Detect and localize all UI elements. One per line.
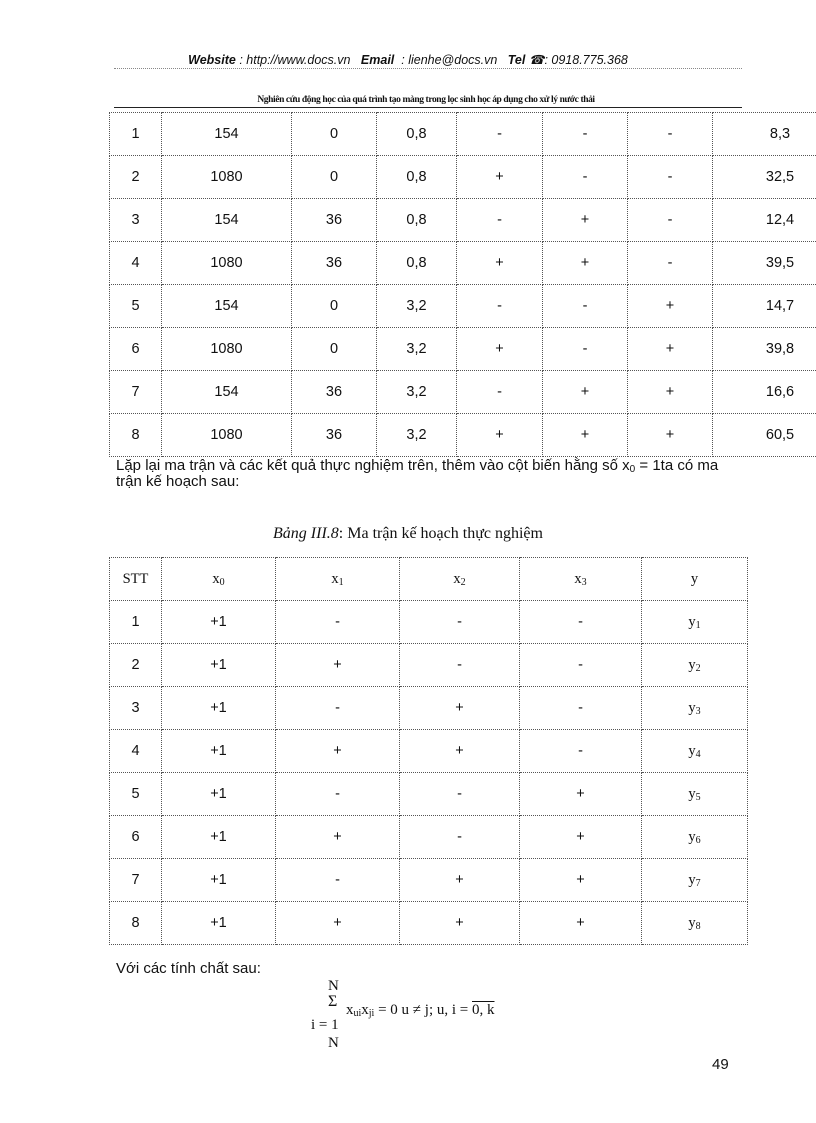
header-divider <box>114 68 742 69</box>
table-cell: 7 <box>110 859 162 902</box>
plan-matrix-table <box>109 557 748 945</box>
y-label: y <box>688 785 696 802</box>
y-label: y <box>688 699 696 716</box>
table-cell: 154 <box>162 285 292 328</box>
column-header-sub: 3 <box>581 576 587 588</box>
table-row <box>110 285 816 328</box>
table-cell: + <box>520 902 642 945</box>
table-cell: + <box>276 902 400 945</box>
column-header-label: x <box>212 570 220 587</box>
table-cell: +1 <box>162 859 276 902</box>
email-label: Email <box>360 53 395 67</box>
table-cell: +1 <box>162 730 276 773</box>
table-cell: - <box>400 773 520 816</box>
email-link[interactable]: lienhe@docs.vn <box>408 53 498 67</box>
column-header <box>400 558 520 601</box>
website-label: Website <box>188 53 236 67</box>
sigma-symbol: Σ <box>328 993 338 1010</box>
column-header-sub: 1 <box>338 576 344 588</box>
y-cell <box>642 859 748 902</box>
table-cell: + <box>276 816 400 859</box>
table-row <box>110 687 748 730</box>
table-cell: +1 <box>162 644 276 687</box>
table-cell: + <box>520 773 642 816</box>
table-cell: - <box>457 371 543 414</box>
table-cell: 3,2 <box>377 371 457 414</box>
table-cell: - <box>457 113 543 156</box>
table-cell: 6 <box>110 328 162 371</box>
page-number: 49 <box>712 1056 729 1073</box>
table-cell: 39,8 <box>713 328 816 371</box>
table-cell: - <box>457 285 543 328</box>
table-cell: + <box>457 242 543 285</box>
y-cell <box>642 644 748 687</box>
column-header <box>110 558 162 601</box>
table-cell: +1 <box>162 601 276 644</box>
caption-text: : Ma trận kế hoạch thực nghiệm <box>338 525 543 542</box>
table-cell: + <box>628 328 713 371</box>
table-cell: 36 <box>292 242 377 285</box>
table-cell: 0,8 <box>377 242 457 285</box>
table-cell: + <box>276 730 400 773</box>
column-header <box>520 558 642 601</box>
table-cell: +1 <box>162 816 276 859</box>
table-cell: - <box>457 199 543 242</box>
formula-upper-limit: N <box>328 978 339 994</box>
paragraph <box>116 458 746 490</box>
table-cell: - <box>276 773 400 816</box>
table-cell: - <box>628 113 713 156</box>
formula-condition: = 0 u ≠ j; u, i = <box>374 1002 472 1018</box>
paragraph-sub: 0 <box>629 464 636 475</box>
table-cell: 2 <box>110 644 162 687</box>
table-cell: 0 <box>292 113 377 156</box>
y-sub: 1 <box>695 619 701 631</box>
table-cell: 3,2 <box>377 328 457 371</box>
table-cell: 3,2 <box>377 414 457 457</box>
experiment-results-table <box>109 112 816 457</box>
table-cell: 8 <box>110 902 162 945</box>
table-cell: + <box>457 414 543 457</box>
table-cell: 8,3 <box>713 113 816 156</box>
table-row <box>110 816 748 859</box>
table-cell: 1080 <box>162 242 292 285</box>
y-sub: 4 <box>695 748 701 760</box>
table-cell: 5 <box>110 285 162 328</box>
y-cell <box>642 730 748 773</box>
table-cell: - <box>520 644 642 687</box>
table-cell: 3 <box>110 199 162 242</box>
table-cell: 39,5 <box>713 242 816 285</box>
table-cell: - <box>520 687 642 730</box>
table-cell: + <box>457 156 543 199</box>
table-row <box>110 730 748 773</box>
table-cell: 60,5 <box>713 414 816 457</box>
column-header <box>162 558 276 601</box>
table-cell: 4 <box>110 730 162 773</box>
table-cell: - <box>628 199 713 242</box>
table-cell: 0,8 <box>377 199 457 242</box>
table-cell: 6 <box>110 816 162 859</box>
column-header-label: x <box>574 570 582 587</box>
paragraph-line2: trận kế hoạch sau: <box>116 473 240 490</box>
table-cell: - <box>543 328 628 371</box>
table-cell: 7 <box>110 371 162 414</box>
table-cell: - <box>543 285 628 328</box>
y-cell <box>642 773 748 816</box>
table-cell: - <box>400 816 520 859</box>
table-cell: - <box>400 644 520 687</box>
tel-label: Tel <box>507 53 526 67</box>
column-header-label: STT <box>122 570 149 587</box>
subtitle-divider <box>114 107 742 108</box>
table-row <box>110 156 816 199</box>
paragraph-line1-end: = 1ta có ma <box>635 457 719 474</box>
caption-label: Bảng III.8 <box>273 525 339 542</box>
table-cell: 1 <box>110 601 162 644</box>
column-header-label: x <box>331 570 339 587</box>
column-header-label: x <box>453 570 461 587</box>
y-label: y <box>688 828 696 845</box>
table-cell: 0 <box>292 285 377 328</box>
properties-intro: Với các tính chất sau: <box>116 960 261 977</box>
table-cell: + <box>400 687 520 730</box>
table-cell: 5 <box>110 773 162 816</box>
table-cell: + <box>543 371 628 414</box>
table-cell: + <box>520 859 642 902</box>
table-cell: +1 <box>162 902 276 945</box>
y-sub: 5 <box>695 791 701 803</box>
table-cell: 36 <box>292 371 377 414</box>
table-cell: + <box>276 644 400 687</box>
table-row <box>110 644 748 687</box>
table-cell: - <box>628 156 713 199</box>
y-cell <box>642 816 748 859</box>
table-cell: 1 <box>110 113 162 156</box>
column-header <box>642 558 748 601</box>
table-cell: 0,8 <box>377 113 457 156</box>
table-cell: 14,7 <box>713 285 816 328</box>
table-cell: 16,6 <box>713 371 816 414</box>
formula-body: $x_{ui}x_{ji} = 0$ u ≠ j; u, i = 0, k <box>346 1002 495 1019</box>
table-cell: - <box>276 859 400 902</box>
table-cell: 3,2 <box>377 285 457 328</box>
table-cell: 12,4 <box>713 199 816 242</box>
formula-lower-limit: i = 1 <box>311 1017 339 1033</box>
table-row <box>110 328 816 371</box>
table-cell: 4 <box>110 242 162 285</box>
column-header <box>276 558 400 601</box>
table-row <box>110 371 816 414</box>
table-cell: + <box>400 730 520 773</box>
formula-lower-n: N <box>328 1035 339 1051</box>
website-link[interactable]: http://www.docs.vn <box>246 53 351 67</box>
table-cell: - <box>520 730 642 773</box>
table-row <box>110 414 816 457</box>
tel-value: 0918.775.368 <box>551 53 628 67</box>
table-header-row <box>110 558 748 601</box>
y-sub: 3 <box>695 705 701 717</box>
table-cell: 3 <box>110 687 162 730</box>
table-cell: 154 <box>162 199 292 242</box>
table-cell: +1 <box>162 773 276 816</box>
table-cell: + <box>400 902 520 945</box>
table-cell: + <box>543 242 628 285</box>
table-cell: + <box>400 859 520 902</box>
y-label: y <box>688 742 696 759</box>
table-cell: 154 <box>162 371 292 414</box>
table-row <box>110 773 748 816</box>
table-cell: + <box>520 816 642 859</box>
table-cell: + <box>457 328 543 371</box>
table-row <box>110 113 816 156</box>
table-row <box>110 199 816 242</box>
y-cell <box>642 902 748 945</box>
table-cell: + <box>628 371 713 414</box>
table-cell: - <box>276 601 400 644</box>
table-cell: - <box>543 113 628 156</box>
table-cell: - <box>276 687 400 730</box>
table-cell: - <box>628 242 713 285</box>
table-cell: 2 <box>110 156 162 199</box>
formula-range: 0, k <box>472 1002 495 1018</box>
table-row <box>110 902 748 945</box>
table-caption <box>0 525 816 543</box>
table-cell: - <box>400 601 520 644</box>
table-cell: + <box>543 199 628 242</box>
table-cell: 8 <box>110 414 162 457</box>
y-sub: 6 <box>695 834 701 846</box>
table-cell: 1080 <box>162 414 292 457</box>
y-label: y <box>688 871 696 888</box>
column-header-label: y <box>690 570 699 587</box>
table-cell: 1080 <box>162 328 292 371</box>
table-cell: + <box>628 414 713 457</box>
page-header: Website : http://www.docs.vn Email : lienhe@docs.vn Tel ☎: 0918.775.368 <box>188 53 628 67</box>
paragraph-line1: Lặp lại ma trận và các kết quả thực nghiệm trên, thêm vào cột biến hằng số x <box>116 457 630 474</box>
table-cell: 36 <box>292 199 377 242</box>
running-subtitle: Nghiên cứu động học của quá trình tạo màng trong lọc sinh học áp dụng cho xử lý nước thải <box>257 95 595 105</box>
table-cell: +1 <box>162 687 276 730</box>
table-row <box>110 242 816 285</box>
table-row <box>110 601 748 644</box>
table-cell: 36 <box>292 414 377 457</box>
table-cell: 0 <box>292 328 377 371</box>
column-header-sub: 2 <box>460 576 466 588</box>
table-cell: + <box>628 285 713 328</box>
y-cell <box>642 687 748 730</box>
table-cell: - <box>543 156 628 199</box>
table-cell: 0 <box>292 156 377 199</box>
y-sub: 7 <box>695 877 701 889</box>
column-header-sub: 0 <box>219 576 225 588</box>
y-sub: 8 <box>695 920 701 932</box>
y-label: y <box>688 914 696 931</box>
table-cell: 0,8 <box>377 156 457 199</box>
table-cell: 154 <box>162 113 292 156</box>
table-cell: 1080 <box>162 156 292 199</box>
table-row <box>110 859 748 902</box>
table-cell: + <box>543 414 628 457</box>
y-cell <box>642 601 748 644</box>
y-label: y <box>688 656 696 673</box>
y-sub: 2 <box>695 662 701 674</box>
table-cell: - <box>520 601 642 644</box>
y-label: y <box>688 613 696 630</box>
phone-icon: ☎ <box>528 53 545 67</box>
table-cell: 32,5 <box>713 156 816 199</box>
